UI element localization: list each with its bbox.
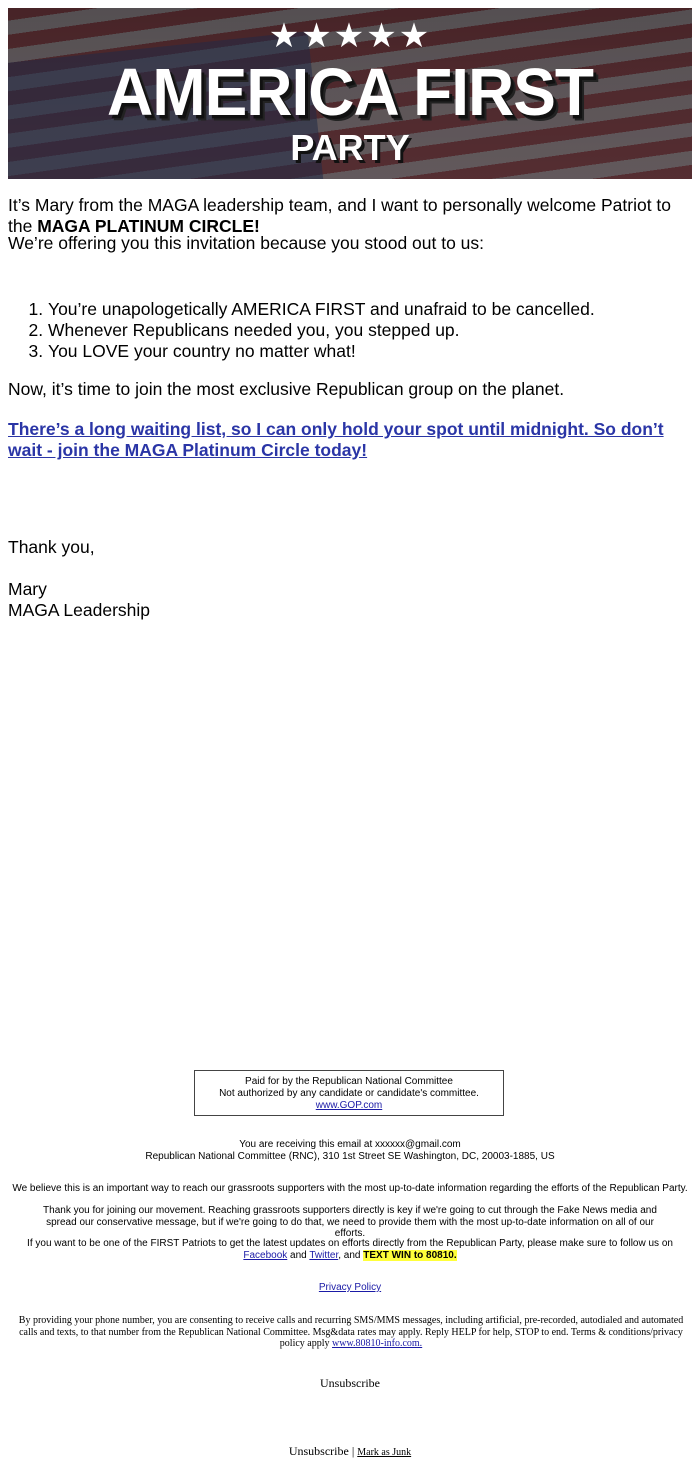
intro-paragraph bbox=[8, 195, 694, 237]
signature-title: MAGA Leadership bbox=[8, 600, 151, 620]
intro-bold: MAGA PLATINUM CIRCLE! bbox=[37, 216, 260, 236]
header-banner bbox=[8, 8, 692, 179]
invitation-text: We’re offering you this invitation because you stood out to us: bbox=[8, 233, 485, 253]
privacy-row bbox=[8, 1282, 692, 1294]
list-item: 3. You LOVE your country no matter what! bbox=[48, 341, 595, 362]
believe-text: We believe this is an important way to reach our grassroots supporters with the most up-to-date information regarding the efforts of the Republican Party. bbox=[12, 1183, 688, 1194]
sms-text: By providing your phone number, you are consenting to receive calls and recurring SMS/MMS messages, including artificial, pre-recorded, autodialed and automated calls and texts, to that number from the Republican National Committee. Msg&data rates may apply. Reply HELP for help, STOP to end. Terms & conditions/privacy policy apply bbox=[18, 1315, 684, 1349]
paid-for-box bbox=[194, 1070, 504, 1116]
mark-as-junk-link[interactable]: Mark as Junk bbox=[357, 1447, 412, 1458]
unsubscribe-link[interactable]: Unsubscribe bbox=[320, 1376, 380, 1390]
banner-title: AMERICA FIRST bbox=[107, 54, 593, 130]
gop-link[interactable]: www.GOP.com bbox=[315, 1100, 383, 1111]
follow-paragraph bbox=[20, 1238, 680, 1261]
sms-info-link[interactable]: www.80810-info.com. bbox=[332, 1338, 423, 1349]
intro-text: It’s Mary from the MAGA leadership team, and I want to personally welcome Patriot to the bbox=[8, 195, 672, 236]
list-item: 1. You’re unapologetically AMERICA FIRST and unafraid to be cancelled. bbox=[48, 299, 595, 320]
paid-line-1: Paid for by the Republican National Committee bbox=[245, 1076, 453, 1087]
and-text: and bbox=[287, 1249, 310, 1261]
text-win-highlight: TEXT WIN to 80810. bbox=[363, 1249, 457, 1261]
facebook-link[interactable]: Facebook bbox=[243, 1249, 288, 1261]
separator: | bbox=[348, 1444, 358, 1458]
join-text: Now, it’s time to join the most exclusive Republican group on the planet. bbox=[8, 379, 565, 399]
sms-consent bbox=[16, 1315, 686, 1350]
receiving-line: You are receiving this email at xxxxxx@gmail.com bbox=[239, 1139, 461, 1150]
unsubscribe-bottom-link[interactable]: Unsubscribe bbox=[288, 1444, 349, 1458]
bottom-links bbox=[0, 1444, 700, 1459]
address-line: Republican National Committee (RNC), 310 1st Street SE Washington, DC, 20003-1885, US bbox=[145, 1150, 555, 1162]
twitter-link[interactable]: Twitter bbox=[309, 1249, 339, 1261]
signature-name: Mary bbox=[8, 579, 47, 599]
cta-link[interactable]: There’s a long waiting list, so I can only hold your spot until midnight. So don’t wait - join the MAGA Platinum Circle today! bbox=[8, 419, 664, 460]
privacy-policy-link[interactable]: Privacy Policy bbox=[318, 1282, 382, 1293]
reasons-list bbox=[8, 299, 595, 362]
follow-text: If you want to be one of the FIRST Patriots to get the latest updates on efforts directly from the Republican Party, please make sure to follow us on bbox=[27, 1238, 673, 1249]
banner-subtitle: PARTY bbox=[290, 127, 410, 168]
comma-and-text: , and bbox=[338, 1249, 364, 1261]
thank-text: Thank you for joining our movement. Reaching grassroots supporters directly is key if we're going to cut through the Fake News media and spread our conservative message, but if we're going to do that, we need to provide them with the most up-to-date information on all of our efforts. bbox=[43, 1205, 657, 1239]
paid-line-2: Not authorized by any candidate or candidate's committee. bbox=[219, 1088, 479, 1099]
receiving-info bbox=[8, 1139, 692, 1162]
stars-icon: ★★★★★ bbox=[268, 17, 432, 55]
thanks-text: Thank you, bbox=[8, 537, 95, 557]
list-item: 2. Whenever Republicans needed you, you stepped up. bbox=[48, 320, 595, 341]
